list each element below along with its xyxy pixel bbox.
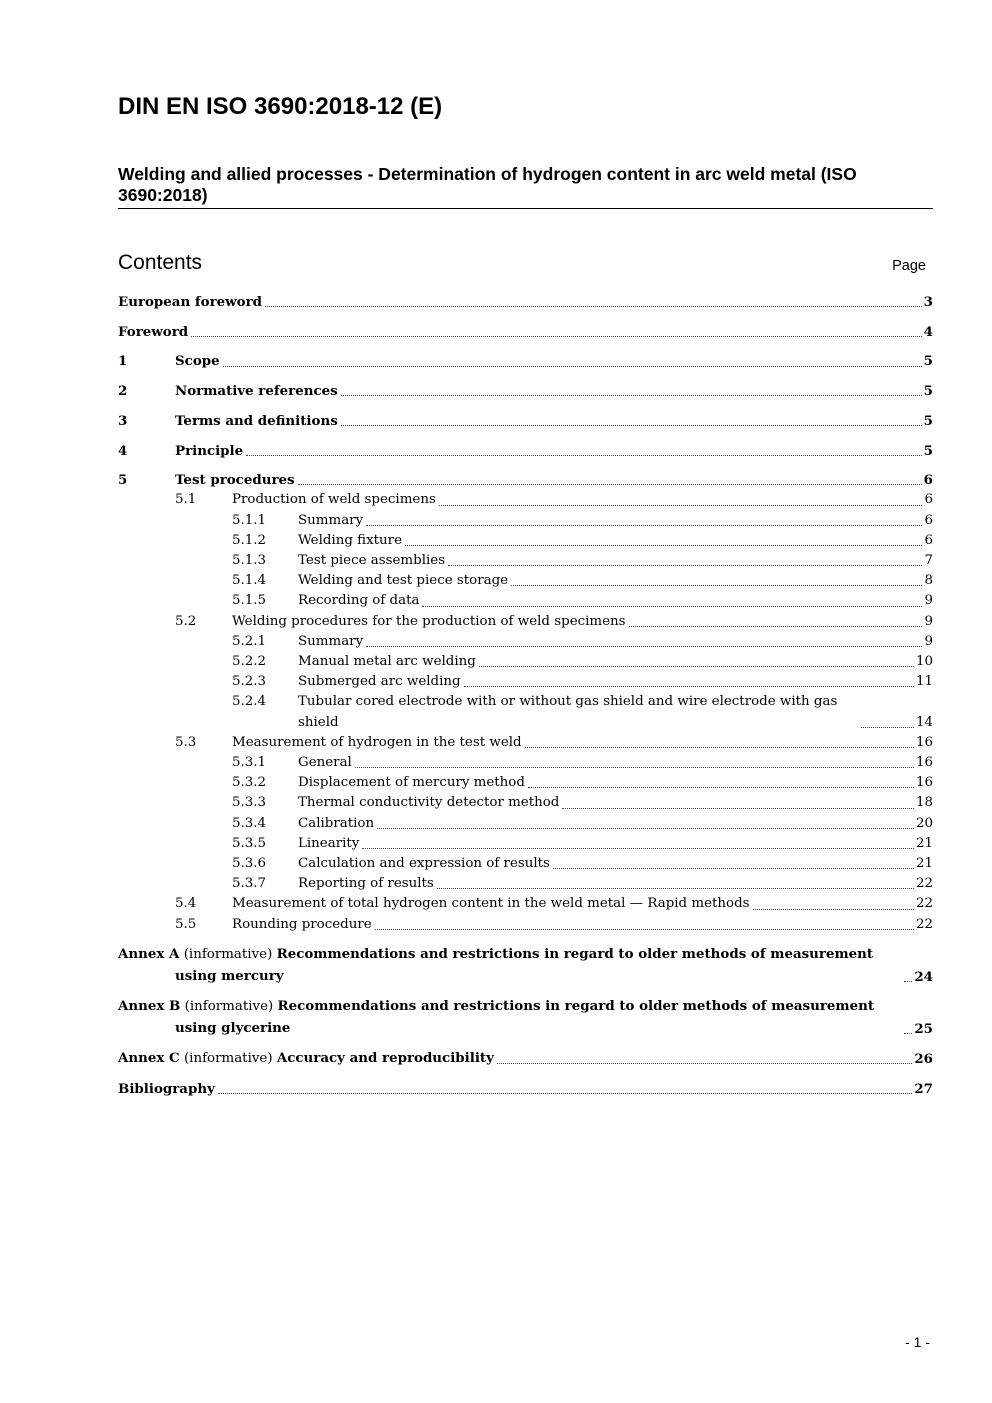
dot-leader [437,888,914,889]
toc-page: 16 [915,755,933,771]
dot-leader [366,646,922,647]
dot-leader [553,868,914,869]
page-number: - 1 - [905,1334,930,1350]
toc-entry-5-3[interactable] [118,733,933,753]
toc-number: 5.4 [175,896,197,912]
toc-title: Calibration [298,815,375,831]
toc-page: 5 [923,442,933,459]
toc-number: 5.1.5 [232,593,267,609]
toc-page: 22 [915,916,933,932]
dot-leader [375,929,914,930]
toc-number: 5.2.3 [232,674,267,690]
toc-number: 5.3.3 [232,795,267,811]
toc-entry-annex-b[interactable] [118,996,933,1038]
toc-page: 5 [923,412,933,429]
toc-title: Rounding procedure [232,916,372,932]
dot-leader [439,505,923,506]
toc-page: 16 [915,775,933,791]
toc-page: 22 [915,876,933,892]
toc-title: Summary [298,633,364,649]
toc-page: 5 [923,353,933,370]
dot-leader [904,1033,912,1034]
toc-entry-5-1-2[interactable] [118,531,933,551]
toc-number: 5.1.4 [232,573,267,589]
toc-page: 22 [915,896,933,912]
toc-title: Thermal conductivity detector method [298,795,560,811]
toc-number: 5.3.2 [232,775,267,791]
annex-title: Accuracy and reproducibility [276,1050,494,1067]
dot-leader [218,1093,913,1094]
toc-entry-bibliography[interactable] [118,1079,933,1099]
toc-entry-4[interactable] [118,441,933,461]
toc-entry-5-2-2[interactable] [118,652,933,672]
toc-number: 3 [118,412,128,429]
toc-number: 5.3.4 [232,815,267,831]
toc-entry-annex-c[interactable] [118,1048,933,1069]
toc-entry-5-1-3[interactable] [118,551,933,571]
toc-title: Principle [175,442,244,459]
toc-page: 21 [915,856,933,872]
toc-entry-5-1[interactable] [118,490,933,510]
toc-title: Calculation and expression of results [298,856,550,872]
toc-entry-annex-a[interactable] [118,944,933,986]
dot-leader [377,828,914,829]
toc-page: 6 [924,532,933,548]
toc-number: 5.5 [175,916,197,932]
dot-leader [362,848,914,849]
page-column-heading: Page [892,258,926,274]
annex-title: Recommendations and restrictions in regard to older methods of measurement using glycerine [175,998,875,1036]
toc-page: 6 [924,492,933,508]
toc-title [118,1048,494,1069]
toc-page: 9 [924,633,933,649]
toc-title: Test procedures [175,472,295,489]
toc-page: 26 [914,1051,933,1068]
toc-number: 5.1.2 [232,532,267,548]
toc-title: Welding procedures for the production of weld specimens [232,613,626,629]
dot-leader [629,626,923,627]
annex-type: (informative) [183,947,273,963]
toc-title: Production of weld specimens [232,492,436,508]
toc-number: 5.3.7 [232,876,267,892]
toc-page: 4 [923,323,933,340]
toc-title: Manual metal arc welding [298,654,476,670]
annex-type: (informative) [183,1051,273,1067]
toc-page: 20 [915,815,933,831]
dot-leader [464,686,914,687]
toc-number: 5 [118,472,128,489]
toc-entry-5-3-6[interactable] [118,854,933,874]
toc-entry-5-5[interactable] [118,915,933,935]
toc-entry-1[interactable] [118,351,933,371]
toc-title: Tubular cored electrode with or without gas shield and wire electrode with gas shield [298,694,838,730]
toc-number: 2 [118,383,128,400]
toc-title [118,944,901,986]
toc-entry-5-4[interactable] [118,894,933,914]
toc-title: Summary [298,512,364,528]
toc-number: 1 [118,353,128,370]
toc-entry-european-foreword[interactable] [118,292,933,312]
toc-page: 24 [914,968,933,985]
toc-number: 5.2.1 [232,633,267,649]
dot-leader [448,565,922,566]
toc-entry-5-2-3[interactable] [118,672,933,692]
toc-title: Measurement of total hydrogen content in the weld metal — Rapid methods [232,896,750,912]
dot-leader [191,336,922,337]
toc-title: Bibliography [118,1080,215,1097]
contents-heading: Contents [118,251,203,274]
toc-title: Test piece assemblies [298,553,446,569]
toc-number: 5.2.4 [232,694,267,710]
toc-title: Linearity [298,835,360,851]
toc-page: 27 [914,1080,933,1097]
dot-leader [511,585,922,586]
toc-title: Scope [175,353,220,370]
toc-number: 4 [118,442,128,459]
dot-leader [341,425,922,426]
toc-entry-3[interactable] [118,411,933,431]
toc-entry-5-3-7[interactable] [118,874,933,894]
toc-page: 6 [923,472,933,489]
toc-page: 3 [923,294,933,310]
toc-title: Normative references [175,383,338,400]
toc-number: 5.3.5 [232,835,267,851]
toc-entry-5-1-5[interactable] [118,591,933,611]
dot-leader [341,395,922,396]
dot-leader [405,545,922,546]
toc-page: 9 [924,593,933,609]
dot-leader [366,525,922,526]
dot-leader [246,455,922,456]
toc-entry-foreword[interactable] [118,322,933,342]
toc-page: 14 [915,714,933,730]
toc-entry-5-2-4[interactable] [118,692,933,732]
toc-number: 5.1.1 [232,512,267,528]
toc-entry-5-2[interactable] [118,612,933,632]
dot-leader [479,666,914,667]
toc-title: General [298,755,352,771]
toc-title: Displacement of mercury method [298,775,525,791]
toc-title: Welding fixture [298,532,402,548]
toc-entry-5-1-4[interactable] [118,571,933,591]
toc-number: 5.3 [175,734,197,750]
toc-entry-5-3-3[interactable] [118,793,933,813]
dot-leader [753,909,914,910]
toc-title: Reporting of results [298,876,434,892]
dot-leader [497,1063,912,1064]
dot-leader [562,808,914,809]
toc-title: European foreword [118,294,263,310]
toc-page: 21 [915,835,933,851]
toc-page: 7 [924,553,933,569]
toc-title [118,996,901,1038]
annex-title: Recommendations and restrictions in regard to older methods of measurement using mercury [175,946,874,984]
toc-entry-5-3-2[interactable] [118,773,933,793]
dot-leader [861,727,914,728]
annex-label: Annex B [118,998,181,1015]
document-title: DIN EN ISO 3690:2018-12 (E) [118,93,443,120]
toc-title: Foreword [118,323,189,340]
toc-page: 5 [923,383,933,400]
table-of-contents [118,292,933,1099]
document-subtitle: Welding and allied processes - Determination of hydrogen content in arc weld metal (ISO 3690:2018) [118,164,933,209]
dot-leader [223,366,922,367]
toc-entry-5-3-1[interactable] [118,753,933,773]
toc-page: 16 [915,734,933,750]
dot-leader [904,981,912,982]
dot-leader [528,787,914,788]
toc-title: Recording of data [298,593,420,609]
dot-leader [422,606,922,607]
dot-leader [525,747,914,748]
toc-entry-5-2-1[interactable] [118,632,933,652]
dot-leader [265,306,922,307]
toc-page: 6 [924,512,933,528]
toc-number: 5.3.1 [232,755,267,771]
toc-number: 5.3.6 [232,856,267,872]
toc-page: 18 [915,795,933,811]
dot-leader [355,767,914,768]
annex-label: Annex C [118,1050,180,1067]
toc-page: 8 [924,573,933,589]
toc-entry-5[interactable] [118,470,933,490]
toc-entry-5-3-4[interactable] [118,814,933,834]
annex-type: (informative) [184,999,274,1015]
toc-title: Measurement of hydrogen in the test weld [232,734,522,750]
annex-label: Annex A [118,946,180,963]
toc-page: 11 [915,674,933,690]
toc-entry-2[interactable] [118,381,933,401]
toc-entry-5-3-5[interactable] [118,834,933,854]
toc-number: 5.2 [175,613,197,629]
dot-leader [298,484,922,485]
toc-page: 25 [914,1020,933,1037]
toc-entry-5-1-1[interactable] [118,511,933,531]
toc-page: 9 [924,613,933,629]
toc-title: Terms and definitions [175,412,338,429]
toc-number: 5.2.2 [232,654,267,670]
toc-number: 5.1.3 [232,553,267,569]
toc-title: Submerged arc welding [298,674,461,690]
toc-page: 10 [915,654,933,670]
toc-title: Welding and test piece storage [298,573,509,589]
toc-number: 5.1 [175,492,197,508]
